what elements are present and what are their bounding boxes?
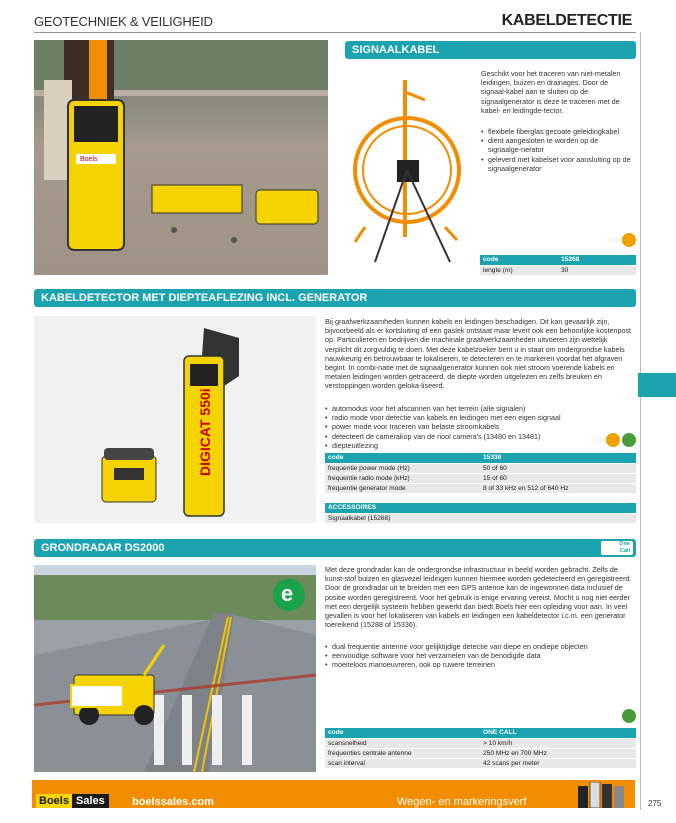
kabel-icon bbox=[606, 433, 620, 447]
footer-promo[interactable]: Wegen- en markeringsverf bbox=[397, 796, 527, 808]
detector-bullets bbox=[325, 404, 605, 450]
table-row: scansnelheid > 10 km/h bbox=[325, 738, 636, 748]
signaalkabel-bullets bbox=[481, 127, 633, 173]
table-row: code 15268 bbox=[480, 255, 636, 265]
list-item: • dual frequentie antenne voor gelijktijdige detectie van diepe en ondiepe objecten bbox=[325, 642, 625, 651]
margin-line bbox=[640, 32, 641, 810]
radar-title-bar bbox=[34, 539, 636, 557]
table-row: code ONE CALL bbox=[325, 728, 636, 738]
accessories-table bbox=[325, 503, 636, 524]
table-row: lengte (m) 30 bbox=[480, 265, 636, 275]
signaalkabel-title-bar bbox=[345, 41, 636, 59]
road-radar-photo bbox=[34, 565, 316, 772]
list-item: • detecteert de camerakop van de riool camera's (13480 en 13481) bbox=[325, 432, 605, 441]
device-label: DIGICAT 550i bbox=[197, 388, 213, 476]
radar-spec-table bbox=[325, 728, 636, 769]
list-item: • radio mode voor detectie van kabels en leidingen met een eigen signaal bbox=[325, 413, 605, 422]
e-badge: e bbox=[281, 581, 294, 606]
location-icon bbox=[622, 709, 636, 723]
table-row: frequentie power mode (Hz) 50 of 60 bbox=[325, 463, 636, 473]
paint-cans-illustration bbox=[574, 782, 632, 808]
road-illustration bbox=[34, 565, 316, 772]
page-number: 275 bbox=[648, 799, 662, 808]
radar-description: Met deze grondradar kan de ondergrondse infrastructuur in beeld worden gebracht. Zelfs de kunst-stof buizen en glasvezel leidingen kunnen hiermee worden gedetecteerd en geregistreerd. Door de grondradar uit te breiden met een GPS antenne kan de ingewonnen data inclusief de positie worden geregistreerd. Voor het gebruik is enige ervaring vereist. Mocht u nog niet eerder met een dergelijk systeem hebben gewerkt dan biedt Boels hier een opleiding voor aan. In veel gevallen is voor het lokaliseren van kabels en leidingen een kabeldetector i.c.m. een generator toereikend (15288 of 15336). bbox=[325, 565, 632, 630]
detector-spec-table bbox=[325, 453, 636, 494]
signaalkabel-spec-table bbox=[480, 255, 636, 276]
kabel-icon bbox=[622, 233, 636, 247]
footer-url[interactable]: boelssales.com bbox=[132, 796, 214, 808]
table-row: code 15336 bbox=[325, 453, 636, 463]
boels-logo: Boels bbox=[36, 794, 72, 808]
signaalkabel-description: Geschikt voor het traceren van niet-metalen leidingen, buizen en drainages. Door de signaal-kabel aan te sluiten op de signaalgenerator is deze te traceren met de kabel- en leidingde-tector. bbox=[481, 69, 621, 115]
list-item: • dient aangesloten te worden op de signaalge-nerator bbox=[481, 136, 633, 154]
table-row: Signaalkabel (15268) bbox=[325, 513, 636, 523]
radar-title: GRONDRADAR DS2000 bbox=[41, 542, 165, 554]
table-row: frequentie radio mode (kHz) 15 of 60 bbox=[325, 473, 636, 483]
svg-text:Boels: Boels bbox=[80, 156, 98, 163]
detector-title-bar bbox=[34, 289, 636, 307]
list-item: • eenvoudige software voor het verzamelen van de benodigde data bbox=[325, 651, 625, 660]
table-row: ACCESSOIRES bbox=[325, 503, 636, 513]
list-item: • geleverd met kabelset voor aansluiting op de signaalgenerator bbox=[481, 155, 633, 173]
detector-site-photo bbox=[34, 40, 328, 275]
list-item: • power mode voor traceren van belaste stroomkabels bbox=[325, 422, 605, 431]
section-title: GEOTECHNIEK & VEILIGHEID bbox=[34, 14, 213, 29]
page-title: KABELDETECTIE bbox=[501, 12, 632, 29]
footer-banner[interactable] bbox=[32, 780, 635, 808]
radar-bullets bbox=[325, 642, 625, 670]
list-item: • moeiteloos manoeuvreren, ook op ruwere terreinen bbox=[325, 660, 625, 669]
sales-logo: Sales bbox=[72, 794, 109, 808]
cable-reel-photo bbox=[345, 62, 472, 272]
detector-illustration bbox=[34, 316, 316, 523]
cable-reel-illustration bbox=[345, 62, 472, 272]
paint-cans-image bbox=[574, 782, 632, 808]
detector-title: KABELDETECTOR MET DIEPTEAFLEZING INCL. GENERATOR bbox=[41, 292, 368, 304]
list-item: • flexibele fiberglas gecoate geleidingkabel bbox=[481, 127, 633, 136]
one-call-badge: One Call bbox=[601, 541, 633, 555]
signaalkabel-title: SIGNAALKABEL bbox=[352, 44, 440, 56]
location-icon bbox=[622, 433, 636, 447]
list-item: • diepteuitlezing bbox=[325, 441, 605, 450]
detector-description: Bij graafwerkzaamheden kunnen kabels en leidingen beschadigen. Dit kan gevaarlijk zijn, bijvoorbeeld als er kortsluiting of een gaslek ontstaat maar levert ook een behoorlijke kostenpost op. Particulieren en bedrijven die machinale graafwerkzaamheden uitvoeren zijn wettelijk verplicht dit zorgvuldig te doen. Met deze kabelzoeker bent u in staat om ondergrondse kabels nauwkeurig en betrouwbaar te lokaliseren, te detecteren en te markeren voordat het afgraven begint. In combi-natie met de signaalgenerator kunnen ook niet stroom voerende kabels en metalen leidingen worden getraceerd, de diepte worden uitgelezen en zelfs breuken en verstoppingen worden geloka-liseerd. bbox=[325, 317, 632, 391]
table-row: frequentie generator mode 8 of 33 kHz en 512 of 640 Hz bbox=[325, 483, 636, 493]
list-item: • automodus voor het afscannen van het terrein (alle signalen) bbox=[325, 404, 605, 413]
table-row: scan interval 42 scans per meter bbox=[325, 758, 636, 768]
header-divider bbox=[34, 32, 636, 33]
table-row: frequenties centrale antenne 250 MHz en 700 MHz bbox=[325, 748, 636, 758]
section-tab bbox=[638, 373, 676, 397]
detector-product-photo bbox=[34, 316, 316, 523]
site-illustration bbox=[34, 40, 328, 275]
